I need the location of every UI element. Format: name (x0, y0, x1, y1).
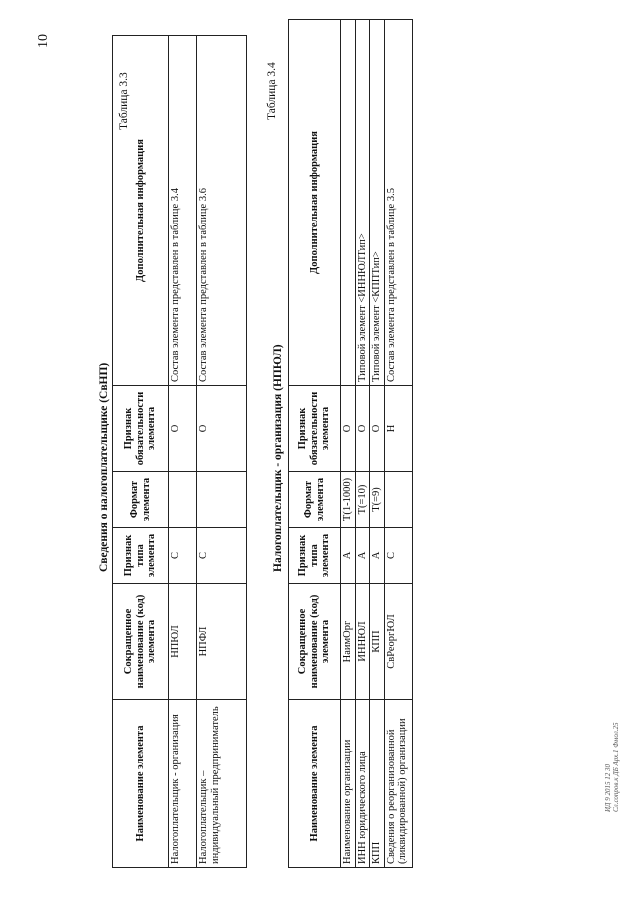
cell-type: С (169, 528, 197, 584)
table2-header-info: Дополнительная информация (289, 20, 341, 386)
cell-required: О (169, 386, 197, 472)
table2-header-type: Признак типа элемента (289, 528, 341, 584)
cell-format (197, 472, 247, 528)
footer-stamp (604, 722, 621, 812)
table1-header-name: Наименование элемента (113, 700, 169, 868)
cell-name: Сведения о реорганизованной (ликвидированной) организации (384, 700, 412, 868)
table2-header-required: Признак обязательности элемента (289, 386, 341, 472)
table1-header-row (113, 36, 169, 868)
footer-line1: ИД 9 2015 12 30 (604, 763, 612, 812)
cell-required: О (341, 386, 356, 472)
table1-label: Таблица 3.3 (118, 72, 130, 130)
table-row (341, 20, 356, 868)
cell-required: О (355, 386, 370, 472)
table1-container (112, 35, 247, 868)
cell-name: Налогоплательщик – индивидуальный предприниматель (197, 700, 247, 868)
cell-name: Наименование организации (341, 700, 356, 868)
table2-header-name: Наименование элемента (289, 700, 341, 868)
footer-line2: Сл.сопров.к ДБ Арх.1 Фмол.25 (612, 722, 621, 812)
page-number: 10 (36, 34, 51, 48)
cell-format: T(=10) (355, 472, 370, 528)
cell-type: С (197, 528, 247, 584)
cell-info: Состав элемента представлен в таблице 3.4 (169, 36, 197, 386)
table2 (288, 19, 413, 868)
table-row (197, 36, 247, 868)
cell-code: ИННЮЛ (355, 584, 370, 700)
cell-format (169, 472, 197, 528)
table-row (370, 20, 385, 868)
table-row (384, 20, 412, 868)
table1-header-info: Дополнительная информация (113, 36, 169, 386)
table-row (355, 20, 370, 868)
table1-header-required: Признак обязательности элемента (113, 386, 169, 472)
cell-name: КПП (370, 700, 385, 868)
cell-info: Состав элемента представлен в таблице 3.5 (384, 20, 412, 386)
table2-title: Налогоплательщик - организация (НПЮЛ) (272, 344, 284, 572)
table1 (112, 35, 247, 868)
table-row (169, 36, 197, 868)
cell-info: Типовой элемент <ИННЮЛТип> (355, 20, 370, 386)
cell-info (341, 20, 356, 386)
table2-header-row (289, 20, 341, 868)
table1-header-code: Сокращенное наименование (код) элемента (113, 584, 169, 700)
table2-container (288, 19, 413, 868)
cell-code: НПЮЛ (169, 584, 197, 700)
cell-required: О (197, 386, 247, 472)
cell-required: О (370, 386, 385, 472)
cell-type: А (355, 528, 370, 584)
cell-required: Н (384, 386, 412, 472)
table1-header-format: Формат элемента (113, 472, 169, 528)
cell-format: T(1-1000) (341, 472, 356, 528)
table1-title: Сведения о налогоплательщике (СвНП) (98, 362, 110, 572)
cell-info: Состав элемента представлен в таблице 3.6 (197, 36, 247, 386)
cell-info: Типовой элемент <КППТип> (370, 20, 385, 386)
cell-name: Налогоплательщик - организация (169, 700, 197, 868)
cell-code: СвРеоргЮЛ (384, 584, 412, 700)
cell-code: НПФЛ (197, 584, 247, 700)
table1-header-type: Признак типа элемента (113, 528, 169, 584)
table2-header-format: Формат элемента (289, 472, 341, 528)
cell-name: ИНН юридического лица (355, 700, 370, 868)
cell-format: T(=9) (370, 472, 385, 528)
cell-type: А (370, 528, 385, 584)
cell-code: НаимОрг (341, 584, 356, 700)
cell-type: С (384, 528, 412, 584)
cell-code: КПП (370, 584, 385, 700)
cell-type: А (341, 528, 356, 584)
table2-header-code: Сокращенное наименование (код) элемента (289, 584, 341, 700)
cell-format (384, 472, 412, 528)
table2-label: Таблица 3.4 (266, 62, 278, 120)
